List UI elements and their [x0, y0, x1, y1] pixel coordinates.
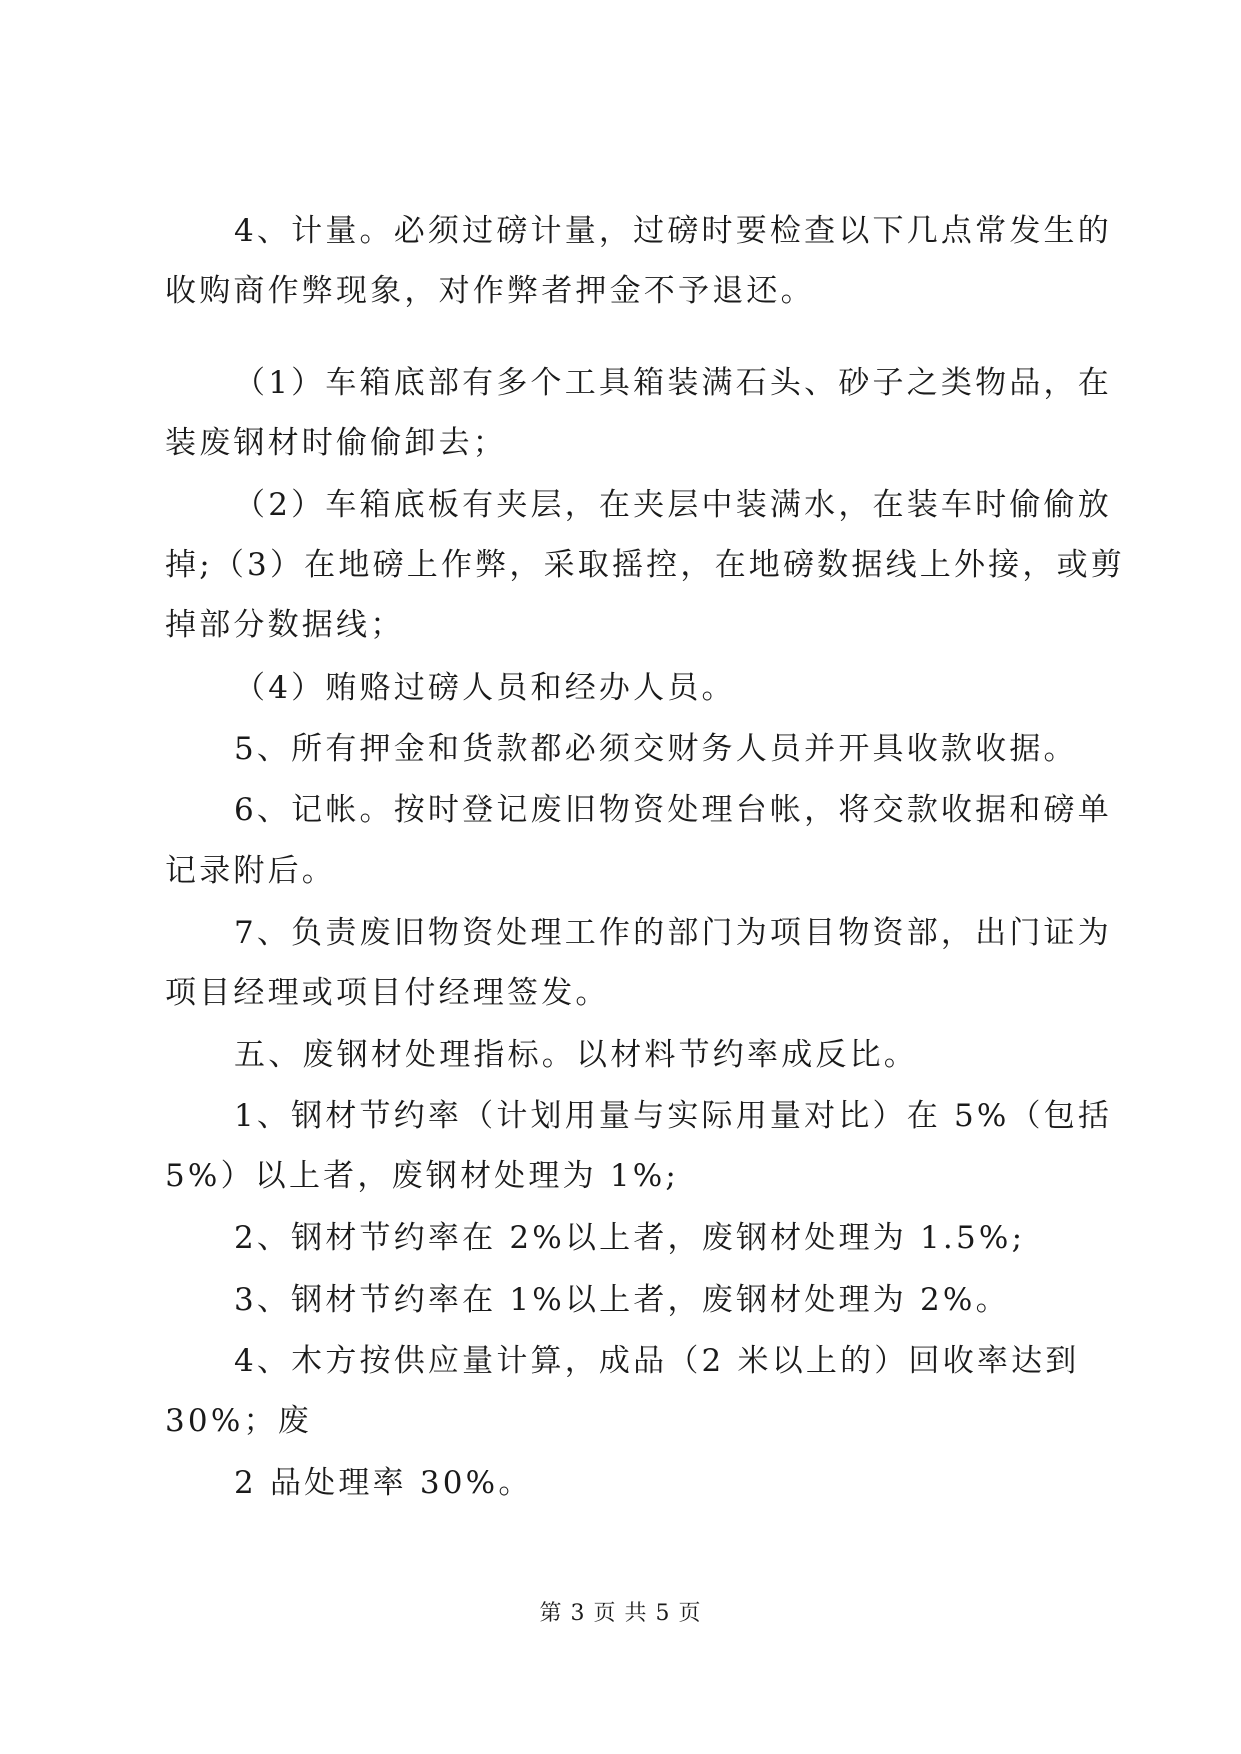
text-line: 6、记帐。按时登记废旧物资处理台帐，将交款收据和磅单: [234, 792, 1112, 828]
page-number-footer: 第 3 页 共 5 页: [539, 1601, 702, 1626]
text-line: 装废钢材时偷偷卸去；: [165, 425, 507, 461]
text-line: 7、负责废旧物资处理工作的部门为项目物资部，出门证为: [234, 915, 1112, 951]
text-line: 5%）以上者，废钢材处理为 1%;: [165, 1158, 680, 1194]
text-line: 4、木方按供应量计算，成品（2 米以上的）回收率达到: [234, 1343, 1080, 1379]
text-line: （1）车箱底部有多个工具箱装满石头、砂子之类物品，在: [234, 365, 1112, 401]
text-line: 五、废钢材处理指标。以材料节约率成反比。: [234, 1037, 918, 1073]
text-line: 30%；废: [165, 1403, 312, 1439]
text-line: 2、钢材节约率在 2%以上者，废钢材处理为 1.5%;: [234, 1220, 1026, 1256]
text-line: 3、钢材节约率在 1%以上者，废钢材处理为 2%。: [234, 1282, 1010, 1318]
text-line: 1、钢材节约率（计划用量与实际用量对比）在 5%（包括: [234, 1098, 1113, 1134]
text-line: 收购商作弊现象，对作弊者押金不予退还。: [165, 273, 815, 309]
text-line: 5、所有押金和货款都必须交财务人员并开具收款收据。: [234, 731, 1078, 767]
text-line: 项目经理或项目付经理签发。: [165, 975, 610, 1011]
text-line: 记录附后。: [165, 853, 336, 889]
text-line: （2）车箱底板有夹层，在夹层中装满水，在装车时偷偷放: [234, 487, 1112, 523]
text-line: （4）贿赂过磅人员和经办人员。: [234, 670, 736, 706]
text-line: 2 品处理率 30%。: [234, 1465, 533, 1501]
text-line: 掉;（3）在地磅上作弊，采取摇控，在地磅数据线上外接，或剪: [165, 547, 1125, 583]
text-line: 掉部分数据线；: [165, 607, 405, 643]
text-line: 4、计量。必须过磅计量，过磅时要检查以下几点常发生的: [234, 213, 1112, 249]
